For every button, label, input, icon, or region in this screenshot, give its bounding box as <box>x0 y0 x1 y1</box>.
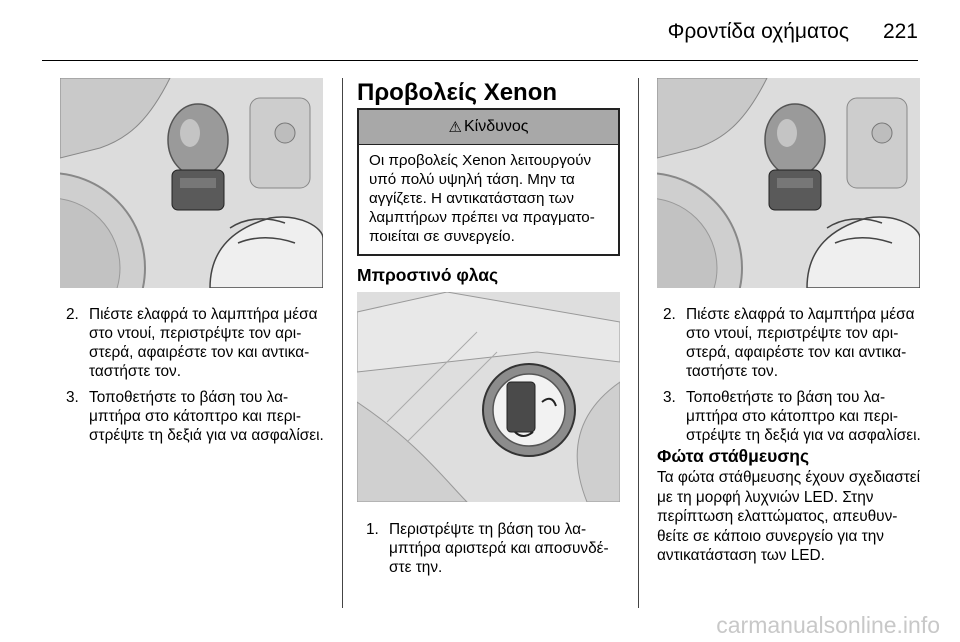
step-number: 3. <box>663 389 676 406</box>
step-text: Περιστρέψτε τη βάση του λαμπτήρα αριστερά και αποσυνδέστε την. <box>389 521 609 576</box>
bulb-removal-illustration <box>657 78 920 288</box>
step-item <box>366 520 618 577</box>
turn-signal-illustration <box>357 292 620 502</box>
step-item <box>663 388 925 445</box>
step-number: 1. <box>366 521 379 538</box>
step-number: 3. <box>66 389 79 406</box>
step-item <box>66 388 328 445</box>
subheading-turn-signal: Μπροστινό φλας <box>357 265 499 285</box>
step-number: 2. <box>663 306 676 323</box>
step-item <box>66 305 328 381</box>
left-steps <box>66 305 328 452</box>
column-divider <box>638 78 639 608</box>
step-text: Τοποθετήστε το βάση του λαμπτήρα στο κάτοπτρο και περιστρέψτε τη δεξιά για να ασφαλίσει. <box>686 389 921 444</box>
warning-text: Οι προβολείς Xenon λειτουργούν υπό πολύ υψηλή τάση. Μην τα αγγίζετε. Η αντικατάσταση των λαμπτήρων πρέπει να πραγματοποιείται σε συνεργείο. <box>369 152 595 245</box>
bulb-removal-illustration <box>60 78 323 288</box>
right-steps <box>663 305 925 452</box>
page-header <box>668 20 918 44</box>
step-text: Τοποθετήστε το βάση του λαμπτήρα στο κάτοπτρο και περιστρέψτε τη δεξιά για να ασφαλίσει. <box>89 389 324 444</box>
column-divider <box>342 78 343 608</box>
page-number: 221 <box>882 20 918 43</box>
step-number: 2. <box>66 306 79 323</box>
step-text: Πιέστε ελαφρά το λαμπτήρα μέσα στο ντουί, περιστρέψτε τον αριστερά, αφαιρέστε τον και αντικαταστήστε τον. <box>686 306 915 380</box>
warning-label: Κίνδυνος <box>463 118 529 135</box>
step-text: Πιέστε ελαφρά το λαμπτήρα μέσα στο ντουί, περιστρέψτε τον αριστερά, αφαιρέστε τον και αντικαταστήστε τον. <box>89 306 318 380</box>
middle-steps <box>366 520 618 584</box>
section-title: Προβολείς Xenon <box>357 79 558 106</box>
subheading-parking-lights: Φώτα στάθμευσης <box>657 446 810 466</box>
watermark: carmanualsonline.info <box>716 612 940 638</box>
page-title: Φροντίδα οχήματος <box>667 20 849 43</box>
parking-lights-paragraph: Τα φώτα στάθμευσης έχουν σχεδιαστεί με τη μορφή λυχνιών LED. Στην περίπτωση ελαττώματος, απευθυνθείτε σε κάποιο συνεργείο για την αντικατάσταση των LED. <box>657 469 921 564</box>
warning-triangle-icon: ⚠ <box>448 119 462 136</box>
header-rule <box>42 60 918 61</box>
warning-header <box>359 110 618 145</box>
step-item <box>663 305 925 381</box>
warning-box <box>357 108 620 256</box>
